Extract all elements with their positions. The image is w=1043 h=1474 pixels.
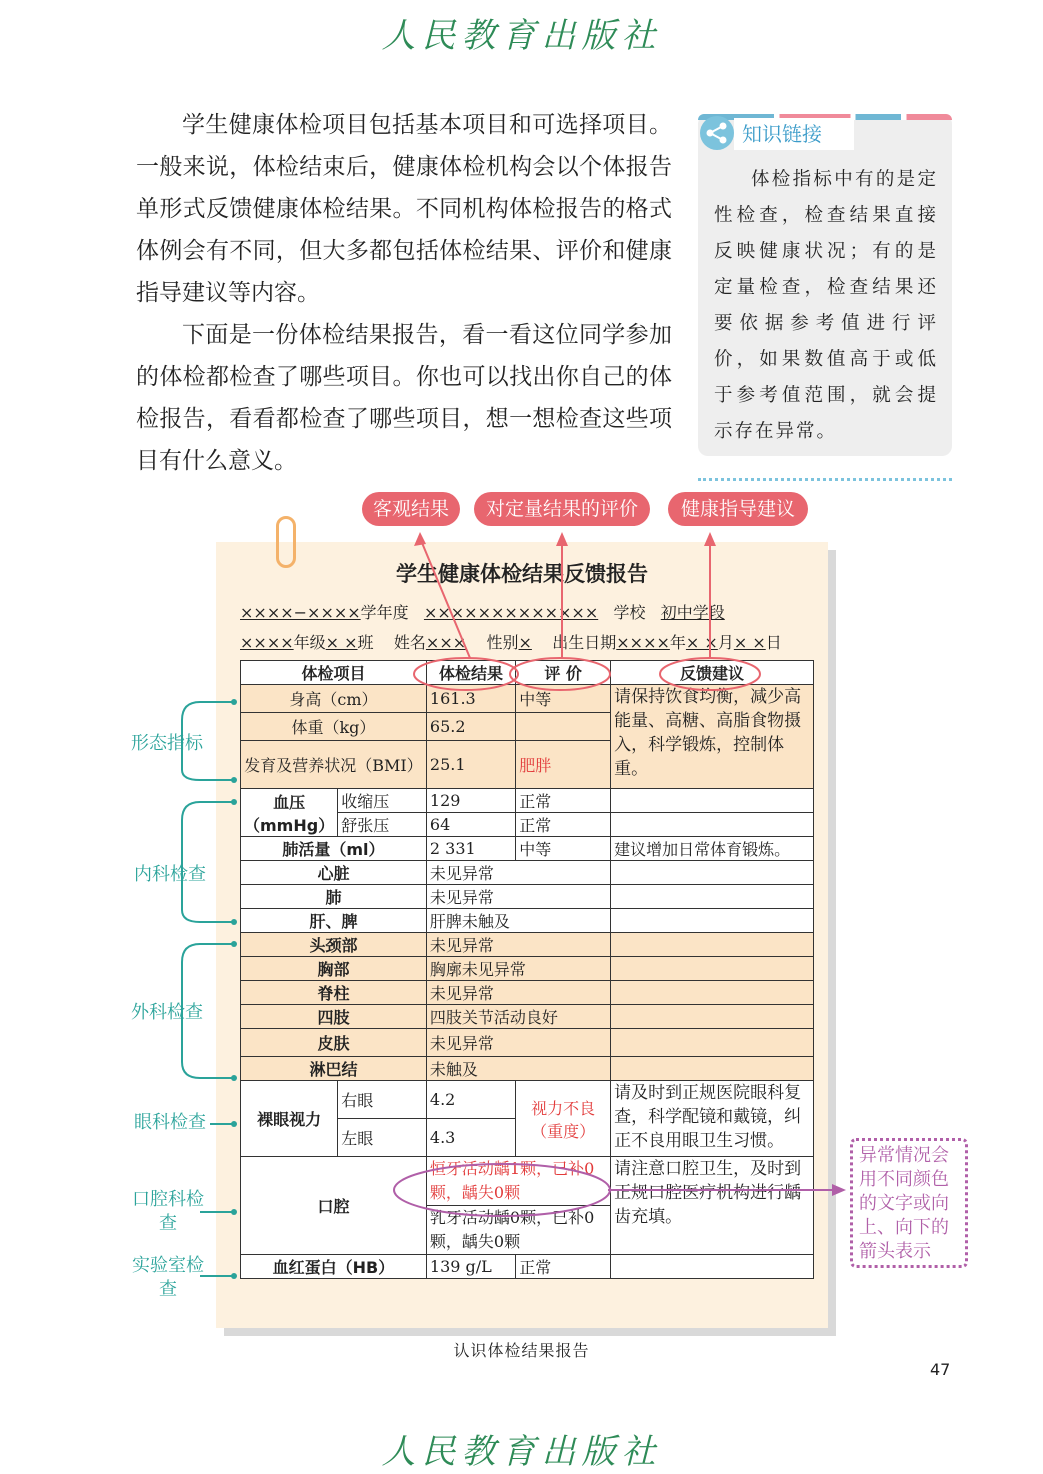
row-item: 头颈部 xyxy=(241,933,427,957)
row-advice: 请注意口腔卫生，及时到正规口腔医疗机构进行龋齿充填。 xyxy=(611,1157,814,1255)
row-item: 发育及营养状况（BMI） xyxy=(241,741,427,789)
row-result: 2 331 xyxy=(426,837,515,861)
row-item: 血红蛋白（HB） xyxy=(241,1255,427,1279)
dot xyxy=(231,1209,237,1215)
row-result: 未见异常 xyxy=(426,885,610,909)
row-result: 肝脾未触及 xyxy=(426,909,610,933)
row-eval: 正常 xyxy=(516,789,611,813)
grade-label: 年级 xyxy=(293,633,326,652)
birth-month: × × xyxy=(685,633,718,652)
row-subitem: 右眼 xyxy=(338,1081,427,1119)
arrow-head xyxy=(556,532,568,546)
academic-year-label: 学年度 xyxy=(360,603,409,622)
dot xyxy=(231,777,237,783)
school-label: 学校 xyxy=(613,603,646,622)
row-item: 皮肤 xyxy=(241,1029,427,1057)
row-result: 未见异常 xyxy=(426,861,610,885)
class-value: × × xyxy=(325,633,358,652)
dot xyxy=(231,699,237,705)
row-result: 64 xyxy=(426,813,515,837)
dot xyxy=(231,1121,237,1127)
category-internal: 内科检查 xyxy=(134,864,206,885)
row-eval: 中等 xyxy=(516,837,611,861)
label-evaluation: 对定量结果的评价 xyxy=(474,492,650,526)
row-advice: 建议增加日常体育锻炼。 xyxy=(611,837,814,861)
grade-value: ×××× xyxy=(240,633,294,652)
arrow-head xyxy=(414,532,426,546)
academic-year: ××××−×××× xyxy=(240,603,361,622)
row-result: 未触及 xyxy=(426,1057,610,1081)
category-surgical: 外科检查 xyxy=(131,1002,203,1023)
row-subitem: 收缩压 xyxy=(338,789,427,813)
row-item: 胸部 xyxy=(241,957,427,981)
row-result: 未见异常 xyxy=(426,1029,610,1057)
circle-result-header xyxy=(414,658,518,690)
day-char: 日 xyxy=(765,633,782,652)
birth-label: 出生日期 xyxy=(552,633,617,652)
row-item: 口腔 xyxy=(241,1157,427,1255)
label-health-guidance: 健康指导建议 xyxy=(668,492,808,526)
year-char: 年 xyxy=(669,633,686,652)
figure-caption: 认识体检结果报告 xyxy=(453,1341,590,1360)
row-eval: 正常 xyxy=(516,1255,611,1279)
dot xyxy=(231,799,237,805)
report-title: 学生健康体检结果反馈报告 xyxy=(396,562,648,586)
dot xyxy=(231,1273,237,1279)
name-label: 姓名 xyxy=(393,633,426,652)
row-advice: 请保持饮食均衡，减少高能量、高糖、高脂食物摄入，科学锻炼，控制体重。 xyxy=(611,685,814,789)
circle-advice-header xyxy=(660,658,760,690)
category-lab: 实验室检查 xyxy=(132,1255,204,1300)
dot xyxy=(231,919,237,925)
row-item: 脊柱 xyxy=(241,981,427,1005)
row-result: 65.2 xyxy=(426,713,515,741)
bracket-internal xyxy=(182,802,232,922)
row-item: 身高（cm） xyxy=(241,685,427,713)
row-item: 淋巴结 xyxy=(241,1057,427,1081)
birth-year: ×××× xyxy=(616,633,670,652)
row-subitem: 左眼 xyxy=(338,1119,427,1157)
knowledge-link-text: 体检指标中有的是定性检查，检查结果直接反映健康状况；有的是定量检查，检查结果还要依据参考值进行评价，如果数值高于或低于参考值范围，就会提示存在异常。 xyxy=(714,169,938,442)
page-number: 47 xyxy=(930,1360,951,1379)
knowledge-link-title: 知识链接 xyxy=(734,118,854,150)
row-eval: 正常 xyxy=(516,813,611,837)
publisher-logo-bottom: 人民教育出版社 xyxy=(381,1432,662,1472)
category-oral: 口腔科检查 xyxy=(132,1189,204,1234)
dot xyxy=(231,1075,237,1081)
side-note: 异常情况会用不同颜色的文字或向上、向下的箭头表示 xyxy=(850,1138,968,1268)
row-result: 25.1 xyxy=(426,741,515,789)
row-item: 肺 xyxy=(241,885,427,909)
row-item: 肺活量（ml） xyxy=(241,837,427,861)
row-result: 未见异常 xyxy=(426,933,610,957)
label-objective-result: 客观结果 xyxy=(362,492,460,526)
row-result: 乳牙活动龋0颗，已补0颗，龋失0颗 xyxy=(426,1206,610,1255)
row-result: 胸廓未见异常 xyxy=(426,957,610,981)
row-item: 血压（mmHg） xyxy=(241,789,338,837)
arrow-line-result xyxy=(420,538,470,658)
row-result: 161.3 xyxy=(426,685,515,713)
row-eval-abnormal: 视力不良（重度） xyxy=(516,1081,611,1157)
row-item: 肝、脾 xyxy=(241,909,427,933)
row-item: 心脏 xyxy=(241,861,427,885)
row-item: 裸眼视力 xyxy=(241,1081,338,1157)
row-item: 四肢 xyxy=(241,1005,427,1029)
gender-value: × xyxy=(518,633,532,652)
school-stage: 初中学段 xyxy=(660,603,725,622)
dot xyxy=(231,941,237,947)
row-result: 四肢关节活动良好 xyxy=(426,1005,610,1029)
arrow-head xyxy=(832,1184,846,1196)
circle-oral-abnormal xyxy=(394,1164,610,1216)
paragraph-2: 下面是一份体检结果报告，看一看这位同学参加的体检都检查了哪些项目。你也可以找出你自己的体检报告，看看都检查了哪些项目，想一想检查这些项目有什么意义。 xyxy=(136,322,672,474)
row-result-abnormal: 恒牙活动龋1颗，已补0颗，龋失0颗 xyxy=(426,1157,610,1206)
row-item: 体重（kg） xyxy=(241,713,427,741)
row-eval-abnormal: 肥胖 xyxy=(516,741,611,789)
header-advice: 反馈建议 xyxy=(611,661,814,685)
month-char: 月 xyxy=(717,633,734,652)
header-evaluation: 评 价 xyxy=(516,661,611,685)
arrow-head xyxy=(704,532,716,546)
birth-day: × × xyxy=(733,633,766,652)
class-label: 班 xyxy=(357,633,374,652)
row-result: 4.3 xyxy=(426,1119,515,1157)
category-eye: 眼科检查 xyxy=(134,1112,206,1133)
row-result: 129 xyxy=(426,789,515,813)
name-value: ××× xyxy=(425,633,467,652)
row-result: 139 g/L xyxy=(426,1255,515,1279)
category-morph: 形态指标 xyxy=(131,733,203,754)
row-result: 未见异常 xyxy=(426,981,610,1005)
paragraph-1: 学生健康体检项目包括基本项目和可选择项目。一般来说，体检结束后，健康体检机构会以个体报告单形式反馈健康体检结果。不同机构体检报告的格式体例会有不同，但大多都包括体检结果、评价和健康指导建议等内容。 xyxy=(136,112,672,306)
publisher-logo-top: 人民教育出版社 xyxy=(381,16,662,56)
header-result: 体检结果 xyxy=(426,661,515,685)
row-result: 4.2 xyxy=(426,1081,515,1119)
row-subitem: 舒张压 xyxy=(338,813,427,837)
gender-label: 性别 xyxy=(486,633,519,652)
row-advice: 请及时到正规医院眼科复查，科学配镜和戴镜，纠正不良用眼卫生习惯。 xyxy=(611,1081,814,1157)
row-eval: 中等 xyxy=(516,685,611,713)
school-name: ××××××××××××× xyxy=(423,603,599,622)
header-item: 体检项目 xyxy=(241,661,427,685)
circle-eval-header xyxy=(510,658,610,690)
